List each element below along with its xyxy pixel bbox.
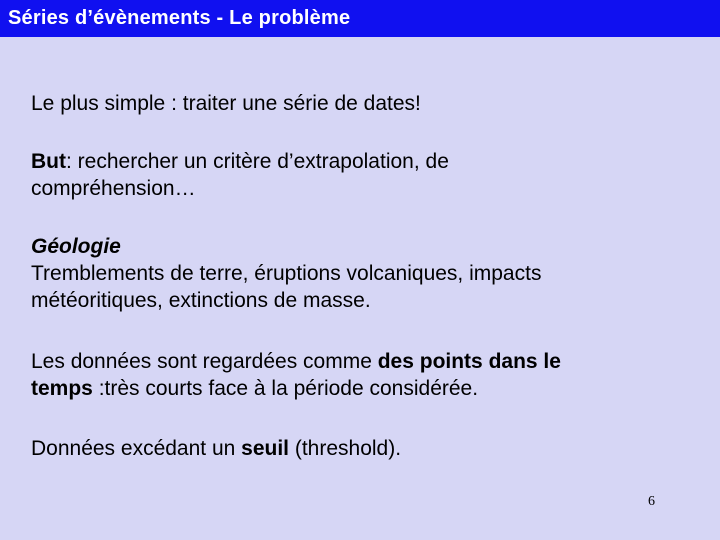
goal-paragraph: [31, 148, 449, 202]
goal-text-line2: compréhension…: [31, 177, 196, 200]
data-points-prefix: Les données sont regardées comme: [31, 350, 378, 373]
intro-text: Le plus simple : traiter une série de dates!: [31, 92, 421, 115]
page-number: 6: [648, 494, 655, 509]
slide-title: Séries d’évènements - Le problème: [8, 7, 351, 29]
intro-paragraph: [31, 90, 421, 117]
threshold-paragraph: [31, 435, 401, 462]
geology-line1: Tremblements de terre, éruptions volcaniques, impacts: [31, 262, 542, 285]
geology-line2: météoritiques, extinctions de masse.: [31, 289, 371, 312]
threshold-suffix: (threshold).: [289, 437, 402, 460]
threshold-prefix: Données excédant un: [31, 437, 242, 460]
title-bar: [0, 0, 720, 37]
data-points-suffix: :très courts face à la période considérée.: [92, 377, 479, 400]
goal-text-line1: : rechercher un critère d’extrapolation, de: [66, 150, 449, 173]
geology-paragraph: [31, 233, 541, 314]
goal-label: But: [31, 150, 66, 173]
data-points-paragraph: [31, 348, 561, 402]
threshold-bold: seuil: [241, 437, 290, 460]
geology-heading: Géologie: [31, 235, 121, 258]
data-points-bold1: des points dans le: [377, 350, 561, 373]
data-points-bold2: temps: [31, 377, 93, 400]
